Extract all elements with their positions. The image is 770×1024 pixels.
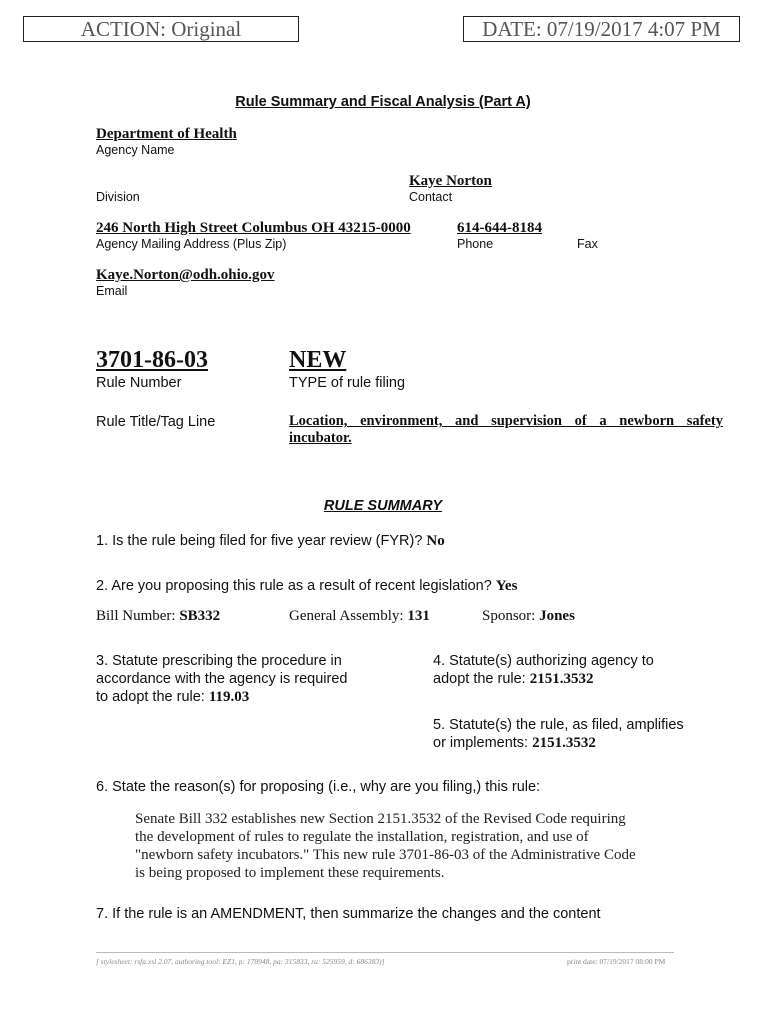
address-value: 246 North High Street Columbus OH 43215-0000 [96,220,411,236]
general-assembly-value: 131 [407,608,430,624]
general-assembly-label: General Assembly: [289,608,404,624]
sponsor [482,608,575,625]
question-2-answer: Yes [495,578,518,594]
general-assembly [289,608,430,625]
agency-name-label: Agency Name [96,143,175,157]
email-label: Email [96,284,128,298]
phone-value: 614-644-8184 [457,220,542,236]
question-6-answer-line1: Senate Bill 332 establishes new Section 2151.3532 of the Revised Code requiring [135,811,626,827]
fax-label: Fax [577,237,598,251]
page-title: Rule Summary and Fiscal Analysis (Part A) [235,94,531,110]
question-6-answer-line3: "newborn safety incubators." This new rule 3701-86-03 of the Administrative Code [135,847,636,863]
question-3 [96,652,347,706]
question-1 [96,532,445,550]
footer-stylesheet-info: [ stylesheet: rsfa.xsl 2.07, authoring tool: EZ1, p: 178948, pa: 315833, ra: 525959, d: 686383)] [96,957,385,966]
question-6-answer-line2: the development of rules to regulate the installation, registration, and use of [135,829,589,845]
rule-number-label: Rule Number [96,375,182,391]
question-4-line2: adopt the rule: [433,671,526,687]
rule-number-value: 3701-86-03 [96,347,208,373]
rule-title-line1: Location, environment, and supervision of a newborn safety [289,413,723,429]
division-label: Division [96,190,140,204]
date-label: DATE: 07/19/2017 4:07 PM [482,17,721,41]
action-label: ACTION: Original [80,17,242,41]
question-1-text: 1. Is the rule being filed for five year review (FYR)? [96,533,423,549]
contact-label: Contact [409,190,453,204]
question-6-text: 6. State the reason(s) for proposing (i.e., why are you filing,) this rule: [96,779,541,795]
question-7-text: 7. If the rule is an AMENDMENT, then summarize the changes and the content [96,906,601,922]
rule-type-value: NEW [289,347,347,373]
bill-number [96,608,220,625]
sponsor-value: Jones [539,608,575,624]
footer-divider [96,952,674,953]
question-2 [96,577,517,595]
address-label: Agency Mailing Address (Plus Zip) [96,237,287,251]
question-1-answer: No [426,533,445,549]
sponsor-label: Sponsor: [482,608,536,624]
bill-number-label: Bill Number: [96,608,176,624]
question-2-text: 2. Are you proposing this rule as a result of recent legislation? [96,578,492,594]
bill-number-value: SB332 [179,608,221,624]
phone-label: Phone [457,237,494,251]
footer-print-date: print date: 07/19/2017 08:00 PM [567,957,666,966]
question-6-answer [135,810,636,882]
date-box [463,16,740,42]
rule-title-value [289,413,723,447]
question-4-line1: 4. Statute(s) authorizing agency to [433,653,654,669]
question-6-answer-line4: is being proposed to implement these requirements. [135,865,445,881]
action-box [23,16,299,42]
question-3-line2: accordance with the agency is required [96,671,348,687]
question-5-line1: 5. Statute(s) the rule, as filed, amplifies [433,717,684,733]
question-4-answer: 2151.3532 [529,671,594,687]
email-value: Kaye.Norton@odh.ohio.gov [96,267,275,283]
question-3-line3: to adopt the rule: [96,689,205,705]
rule-title-line2: incubator. [289,430,352,446]
agency-name-value: Department of Health [96,126,237,142]
question-5 [433,716,684,752]
question-3-line1: 3. Statute prescribing the procedure in [96,653,342,669]
rule-title-label: Rule Title/Tag Line [96,414,216,430]
contact-value: Kaye Norton [409,173,492,189]
question-4 [433,652,654,688]
rule-summary-heading: RULE SUMMARY [323,498,443,514]
question-3-answer: 119.03 [208,689,250,705]
question-5-line2: or implements: [433,735,529,751]
question-5-answer: 2151.3532 [532,735,596,751]
rule-type-label: TYPE of rule filing [289,375,406,391]
